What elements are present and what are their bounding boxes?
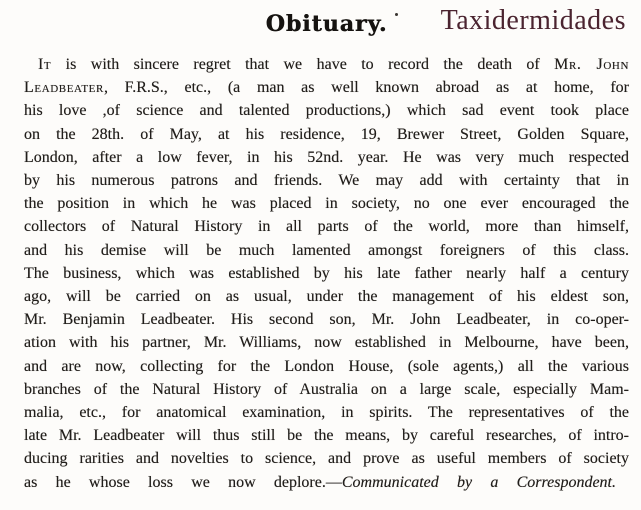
text-segment: collectors of Natural History in all parts of the world, more than himself, [24, 218, 629, 236]
text-segment: late Mr. Leadbeater will thus still be the means, by careful researches, of intro- [24, 427, 629, 445]
obituary-article [24, 53, 629, 494]
text-segment: It [38, 56, 52, 73]
text-line [24, 76, 629, 99]
text-line [24, 53, 629, 76]
text-line [24, 215, 629, 238]
text-segment: and are now, collecting for the London House, (sole agents,) all the various [24, 357, 629, 375]
text-line [24, 378, 629, 401]
text-line [24, 192, 629, 215]
text-line [24, 355, 629, 378]
text-segment: the position in which he was placed in society, no one ever encouraged the [24, 195, 629, 213]
ink-speck [395, 13, 398, 16]
text-segment: Communicated by a Correspondent. [341, 473, 616, 491]
watermark-taxidermidades: Taxidermidades [440, 5, 626, 36]
text-segment: on the 28th. of May, at his residence, 19, Brewer Street, Golden Square, [24, 125, 629, 143]
text-segment: branches of the Natural History of Australia on a large scale, especially Mam- [24, 380, 629, 398]
text-segment: ation with his partner, Mr. Williams, now established in Melbourne, have been, [24, 334, 629, 352]
text-segment: The business, which was established by his late father nearly half a century [24, 264, 629, 282]
text-segment: Mr. John [554, 56, 630, 73]
text-segment: his love ,of science and talented productions,) which sad event took place [24, 102, 629, 120]
text-segment: as he whose loss we now deplore.— [24, 473, 342, 491]
text-line [24, 424, 629, 447]
text-segment: London, after a low fever, in his 52nd. year. He was very much respected [24, 148, 629, 166]
text-line [24, 123, 629, 146]
text-line [24, 239, 629, 262]
text-line [24, 262, 629, 285]
text-line [24, 471, 629, 494]
text-segment: malia, etc., for anatomical examination, in spirits. The representatives of the [24, 404, 629, 422]
text-segment: Leadbeater [24, 79, 104, 97]
text-segment: ago, will be carried on as usual, under the management of his eldest son, [24, 288, 629, 306]
text-line [24, 285, 629, 308]
text-line [24, 331, 629, 354]
text-segment: ducing rarities and novelties to science, and prove as useful members of society [24, 450, 629, 468]
text-segment: Mr. Benjamin Leadbeater. His second son, Mr. John Leadbeater, in co-oper- [24, 311, 629, 329]
text-line [24, 447, 629, 470]
obituary-title: Obituary. [265, 11, 388, 37]
text-line [24, 169, 629, 192]
text-line [24, 99, 629, 122]
text-line [24, 146, 629, 169]
text-segment: and his demise will be much lamented amongst foreigners of this class. [24, 241, 629, 259]
text-segment: by his numerous patrons and friends. We may add with certainty that in [24, 172, 629, 190]
text-segment: is with sincere regret that we have to record the death of [51, 56, 555, 73]
text-line [24, 308, 629, 331]
text-segment: , F.R.S., etc., (a man as well known abroad as at home, for [103, 79, 629, 97]
text-line [24, 401, 629, 424]
